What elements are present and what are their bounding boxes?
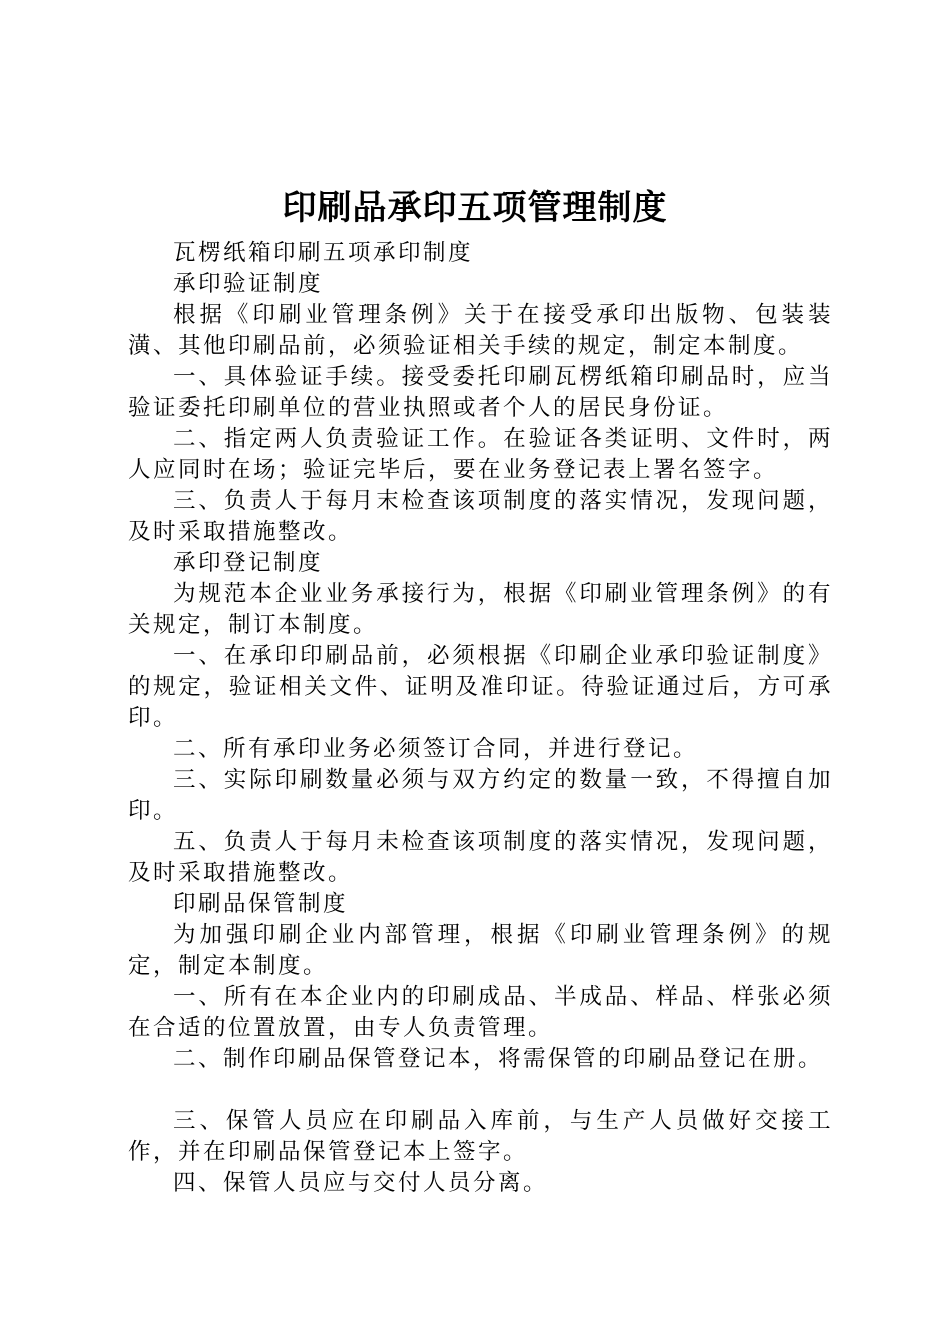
- paragraph: 四、保管人员应与交付人员分离。: [173, 1170, 549, 1196]
- blank-line: [128, 1075, 833, 1106]
- document-title: 印刷品承印五项管理制度: [282, 188, 668, 228]
- paragraph: 三、保管人员应在印刷品入库前，与生产人员做好交接工作，并在印刷品保管登记本上签字。: [128, 1108, 833, 1165]
- section-heading: 承印验证制度: [173, 271, 324, 297]
- section-heading: 印刷品保管制度: [173, 891, 349, 917]
- paragraph: 三、实际印刷数量必须与双方约定的数量一致，不得擅自加印。: [128, 767, 833, 824]
- paragraph: 二、指定两人负责验证工作。在验证各类证明、文件时，两人应同时在场；验证完毕后，要在业务登记表上署名签字。: [128, 426, 833, 483]
- paragraph: 一、在承印印刷品前，必须根据《印刷企业承印验证制度》的规定，验证相关文件、证明及准印证。待验证通过后，方可承印。: [128, 643, 833, 731]
- paragraph: 为规范本企业业务承接行为，根据《印刷业管理条例》的有关规定，制订本制度。: [128, 581, 833, 638]
- paragraph: 一、具体验证手续。接受委托印刷瓦楞纸箱印刷品时，应当验证委托印刷单位的营业执照或者个人的居民身份证。: [128, 364, 833, 421]
- paragraph: 三、负责人于每月末检查该项制度的落实情况，发现问题，及时采取措施整改。: [128, 488, 833, 545]
- paragraph: 为加强印刷企业内部管理，根据《印刷业管理条例》的规定，制定本制度。: [128, 922, 833, 979]
- paragraph: 瓦楞纸箱印刷五项承印制度: [173, 240, 474, 266]
- paragraph: 五、负责人于每月未检查该项制度的落实情况，发现问题，及时采取措施整改。: [128, 829, 833, 886]
- paragraph: 一、所有在本企业内的印刷成品、半成品、样品、样张必须在合适的位置放置，由专人负责管理。: [128, 984, 833, 1041]
- paragraph: 二、制作印刷品保管登记本，将需保管的印刷品登记在册。: [173, 1046, 824, 1072]
- document-body: [128, 238, 833, 1199]
- paragraph: 根据《印刷业管理条例》关于在接受承印出版物、包装装潢、其他印刷品前，必须验证相关手续的规定，制定本制度。: [128, 302, 833, 359]
- paragraph: 二、所有承印业务必须签订合同，并进行登记。: [173, 736, 699, 762]
- section-heading: 承印登记制度: [173, 550, 324, 576]
